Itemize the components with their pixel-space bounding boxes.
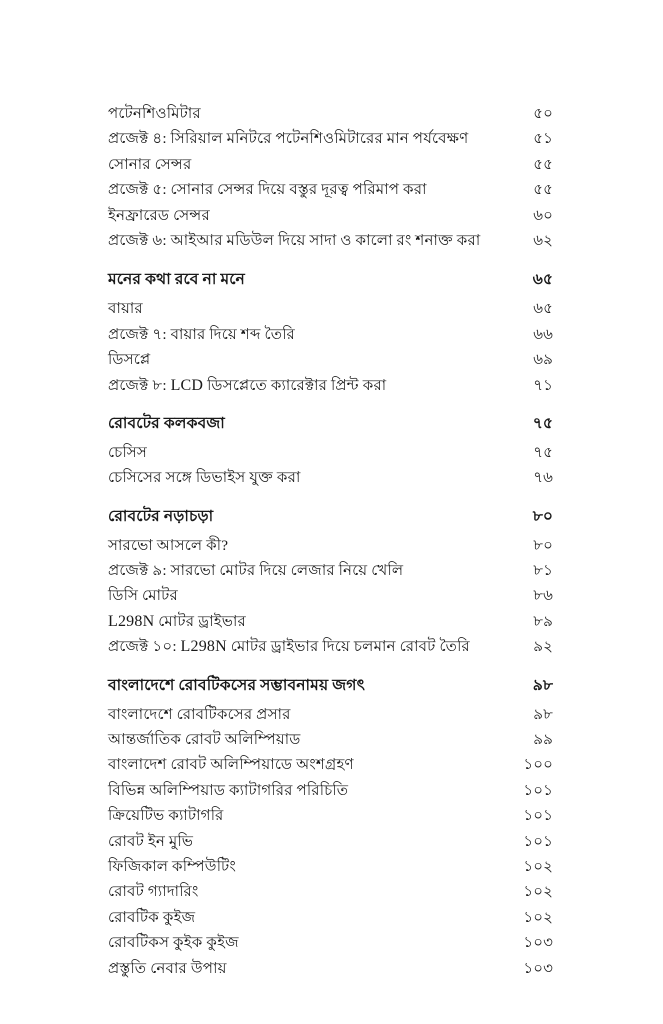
toc-page-number: ৬৬ <box>533 325 553 343</box>
toc-entry-row[interactable] <box>108 378 553 403</box>
toc-entry-row[interactable] <box>108 935 553 960</box>
toc-entry-row[interactable] <box>108 783 553 808</box>
toc-entry-row[interactable] <box>108 131 553 156</box>
toc-page-number: ৭৫ <box>533 443 553 461</box>
toc-page-number: ১০২ <box>523 908 553 926</box>
toc-entry-title: বিভিন্ন অলিম্পিয়াড ক্যাটাগরির পরিচিতি <box>108 781 349 799</box>
toc-entry-title: চেসিসের সঙ্গে ডিভাইস যুক্ত করা <box>108 469 301 487</box>
toc-entry-row[interactable] <box>108 327 553 352</box>
toc-page-number: ৮১ <box>533 562 553 580</box>
toc-page-number: ১০৩ <box>523 959 553 977</box>
toc-entry-title: সোনার সেন্সর <box>108 155 192 173</box>
toc-entry-title: বায়ার <box>108 300 143 318</box>
toc-entry-title: ক্রিয়েটিভ ক্যাটাগরি <box>108 807 224 825</box>
toc-page-number: ১০০ <box>523 756 553 774</box>
toc-section-row[interactable] <box>108 509 553 538</box>
toc-section-title: মনের কথা রবে না মনে <box>108 271 245 289</box>
toc-entry-title: পটেনশিওমিটার <box>108 105 201 122</box>
toc-entry-row[interactable] <box>108 757 553 782</box>
toc-entry-row[interactable] <box>108 208 553 233</box>
toc-page-number: ৯৯ <box>533 731 553 749</box>
toc-page-number: ১০১ <box>523 781 553 799</box>
toc-section-title: রোবটের কলকবজা <box>108 414 225 432</box>
toc-page-number: ৯২ <box>533 638 553 656</box>
toc-entry-row[interactable] <box>108 808 553 833</box>
toc-entry-row[interactable] <box>108 538 553 563</box>
toc-entry-title: প্রজেক্ট ১০: L298N মোটর ড্রাইভার দিয়ে চলমান রোবট তৈরি <box>108 638 470 656</box>
toc-entry-row[interactable] <box>108 233 553 258</box>
table-of-contents-list <box>108 106 553 986</box>
toc-entry-row[interactable] <box>108 182 553 207</box>
toc-section-row[interactable] <box>108 416 553 445</box>
toc-section-title: বাংলাদেশে রোবটিকসের সম্ভাবনাময় জগৎ <box>108 676 366 694</box>
toc-page-number: ৭৫ <box>532 414 553 432</box>
toc-entry-row[interactable] <box>108 961 553 986</box>
toc-section-title: রোবটের নড়াচড়া <box>108 507 214 525</box>
toc-entry-title: ফিজিকাল কম্পিউটিং <box>108 857 236 875</box>
toc-page-number: ১০১ <box>523 807 553 825</box>
toc-entry-title: রোবটিকস কুইক কুইজ <box>108 934 239 952</box>
toc-entry-row[interactable] <box>108 614 553 639</box>
toc-entry-title: প্রজেক্ট ৮: LCD ডিসপ্লেতে ক্যারেক্টার প্রিন্ট করা <box>108 376 387 394</box>
toc-page-number: ১০২ <box>523 883 553 901</box>
latin-token: L298N <box>108 612 155 630</box>
toc-entry-title: প্রজেক্ট ৭: বায়ার দিয়ে শব্দ তৈরি <box>108 325 295 343</box>
toc-page-number: ৮৯ <box>533 612 553 630</box>
toc-entry-title: রোবট ইন মুভি <box>108 832 194 850</box>
toc-page-number: ৮০ <box>532 507 553 525</box>
toc-entry-title: বাংলাদেশে রোবটিকসের প্রসার <box>108 705 291 723</box>
toc-entry-row[interactable] <box>108 707 553 732</box>
toc-page-number: ৯৮ <box>532 676 553 694</box>
toc-entry-title: প্রজেক্ট ৪: সিরিয়াল মনিটরে পটেনশিওমিটারের মান পর্যবেক্ষণ <box>108 130 469 148</box>
toc-entry-row[interactable] <box>108 352 553 377</box>
toc-entry-title: ডিসপ্লে <box>108 351 151 369</box>
toc-entry-row[interactable] <box>108 910 553 935</box>
toc-entry-row[interactable] <box>108 588 553 613</box>
latin-token: L298N <box>180 638 227 656</box>
toc-entry-title: প্রজেক্ট ৬: আইআর মডিউল দিয়ে সাদা ও কালো রং শনাক্ত করা <box>108 231 481 249</box>
toc-entry-row[interactable] <box>108 884 553 909</box>
toc-entry-title: প্রজেক্ট ৫: সোনার সেন্সর দিয়ে বস্তুর দূরত্ব পরিমাপ করা <box>108 181 427 199</box>
toc-page-number: ৬৯ <box>533 351 553 369</box>
toc-entry-row[interactable] <box>108 732 553 757</box>
toc-page-number: ১০২ <box>523 857 553 875</box>
toc-page-number: ৮০ <box>533 536 553 554</box>
toc-page-number: ৮৬ <box>533 587 553 605</box>
toc-entry-title: ডিসি মোটর <box>108 587 178 605</box>
toc-entry-row[interactable] <box>108 563 553 588</box>
toc-page-number: ১০৩ <box>523 934 553 952</box>
toc-section-row[interactable] <box>108 272 553 301</box>
toc-entry-row[interactable] <box>108 470 553 495</box>
toc-entry-title: প্রজেক্ট ৯: সারভো মোটর দিয়ে লেজার নিয়ে খেলি <box>108 562 404 580</box>
toc-entry-row[interactable] <box>108 445 553 470</box>
latin-token: LCD <box>170 376 204 394</box>
toc-entry-row[interactable] <box>108 157 553 182</box>
toc-entry-title: রোবট গ্যাদারিং <box>108 883 199 901</box>
toc-page-number: ৬৫ <box>532 271 553 289</box>
toc-entry-row[interactable] <box>108 859 553 884</box>
toc-page-number: ৭১ <box>533 376 553 394</box>
toc-entry-title: L298N মোটর ড্রাইভার <box>108 612 246 630</box>
toc-section-row[interactable] <box>108 678 553 707</box>
toc-entry-title: বাংলাদেশ রোবট অলিম্পিয়াডে অংশগ্রহণ <box>108 756 354 774</box>
toc-page-number: ৫৫ <box>533 181 553 199</box>
toc-page-number: ৫০ <box>533 105 553 122</box>
toc-page-number: ৫১ <box>533 130 553 148</box>
toc-entry-row[interactable] <box>108 834 553 859</box>
toc-page-number: ৯৮ <box>533 705 553 723</box>
toc-page-number: ৫৫ <box>533 155 553 173</box>
toc-page-number: ৬০ <box>533 206 553 224</box>
toc-entry-title: সারভো আসলে কী? <box>108 536 229 554</box>
toc-entry-row[interactable] <box>108 106 553 131</box>
toc-entry-title: প্রস্তুতি নেবার উপায় <box>108 959 227 977</box>
toc-entry-title: আন্তর্জাতিক রোবট অলিম্পিয়াড <box>108 731 301 749</box>
toc-page-number: ৬৫ <box>533 300 553 318</box>
toc-page-number: ৭৬ <box>533 469 553 487</box>
toc-entry-title: রোবটিক কুইজ <box>108 908 196 926</box>
toc-entry-row[interactable] <box>108 639 553 664</box>
toc-page-number: ৬২ <box>533 231 553 249</box>
toc-entry-title: চেসিস <box>108 443 148 461</box>
toc-page-number: ১০১ <box>523 832 553 850</box>
toc-entry-row[interactable] <box>108 301 553 326</box>
toc-entry-title: ইনফ্রারেড সেন্সর <box>108 206 210 224</box>
